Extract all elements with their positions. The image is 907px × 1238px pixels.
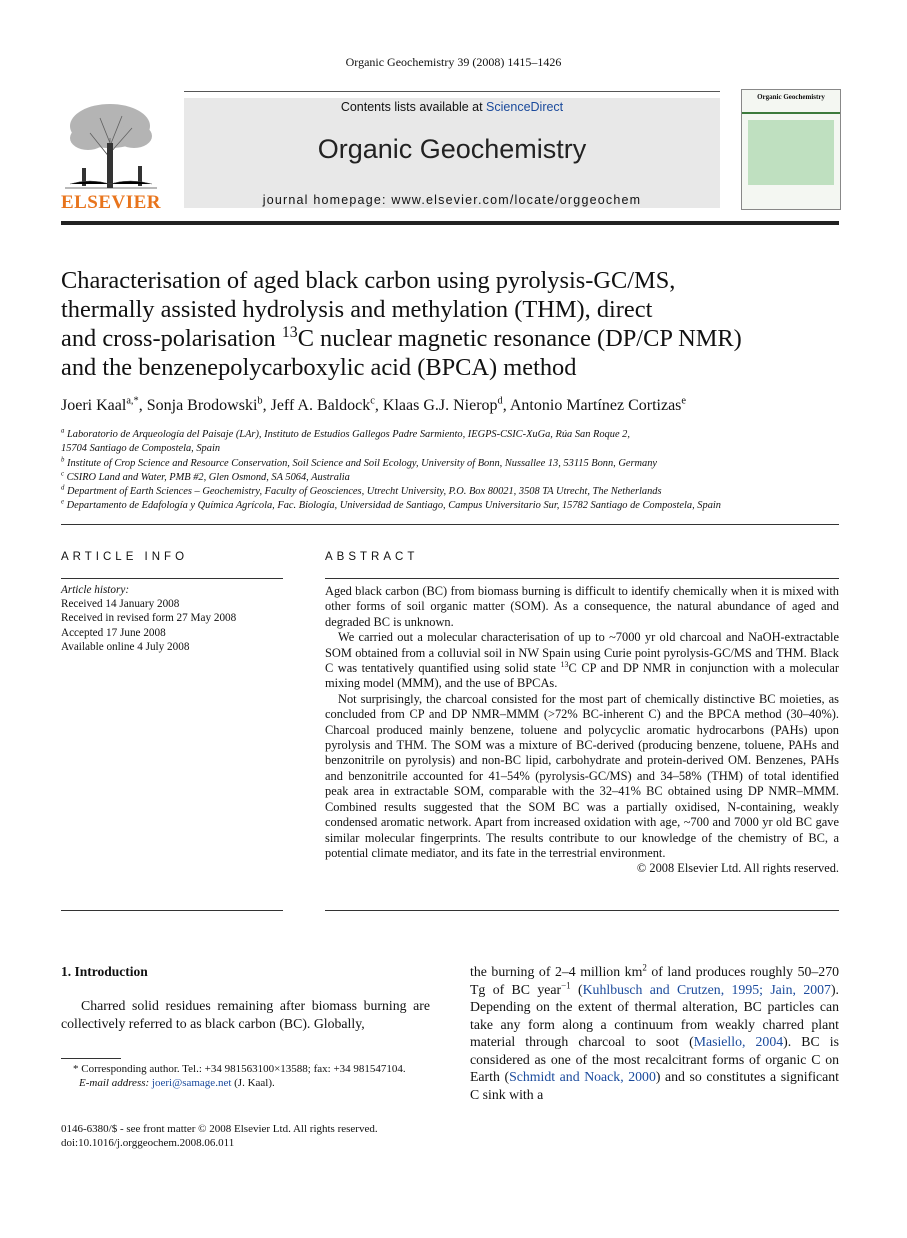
abstract-body xyxy=(325,584,839,877)
header-top-rule xyxy=(184,91,720,92)
section-heading-introduction: 1. Introduction xyxy=(61,964,148,979)
affiliation-b xyxy=(61,457,851,471)
title-sup: 13 xyxy=(281,323,298,341)
body-text: ). Depending on the extent of thermal alteration, BC particles can take any form along a continuum from weakly charred plant material through charcoal to soot ( xyxy=(470,981,839,1049)
abstract-text: We carried out a molecular characterisation of up to ~7000 yr old charcoal and NaOH-extractable SOM obtained from a colluvial soil in NW Spain using Curie point pyrolysis-GC/MS and THM. Black C was tentatively quantified using solid state xyxy=(325,630,839,676)
intro-paragraph-col1: Charred solid residues remaining after biomass burning are collectively referred to as black carbon (BC). Globally, xyxy=(61,998,430,1031)
author-separator: , xyxy=(138,397,147,414)
body-text: ( xyxy=(570,981,583,997)
cover-panel xyxy=(748,120,834,185)
abstract-heading: ABSTRACT xyxy=(325,551,419,563)
body-text: ) and so constitutes a significant C sink with a xyxy=(470,1069,840,1102)
author-list xyxy=(61,397,851,415)
contents-available-line xyxy=(184,100,720,114)
footnote-text: (J. Kaal). xyxy=(231,1077,275,1089)
affil-mark: d xyxy=(61,484,65,492)
article-history xyxy=(61,583,283,654)
history-online: Available online 4 July 2008 xyxy=(61,640,190,653)
doi-line[interactable]: doi:10.1016/j.orggeochem.2008.06.011 xyxy=(61,1137,235,1149)
affiliation-a xyxy=(61,428,851,456)
affil-mark: c xyxy=(61,470,64,478)
title-line-2: thermally assisted hydrolysis and methylation (THM), direct xyxy=(61,296,653,323)
sciencedirect-link[interactable]: ScienceDirect xyxy=(486,100,564,114)
affiliation-c xyxy=(61,471,851,485)
affil-mark: b xyxy=(61,456,65,464)
intro-paragraph-col2 xyxy=(470,963,839,1103)
author-affil-mark: b xyxy=(257,395,263,407)
journal-homepage[interactable]: journal homepage: www.elsevier.com/locate/orggeochem xyxy=(262,193,642,207)
body-text: of land produces roughly 50–270 Tg of BC year xyxy=(470,964,840,997)
affiliation-e xyxy=(61,499,851,513)
footer-metadata xyxy=(61,1122,430,1150)
title-line-3-post: C nuclear magnetic resonance (DP/CP NMR) xyxy=(297,325,742,352)
email-link[interactable]: joeri@samage.net xyxy=(151,1077,232,1089)
history-label: Article history: xyxy=(61,584,130,596)
header-rule xyxy=(61,221,839,225)
author-name[interactable]: Jeff A. Baldock xyxy=(270,397,371,414)
corresponding-author-footnote xyxy=(61,1062,430,1090)
article-info-bottom-rule xyxy=(61,910,283,911)
issn-line: 0146-6380/$ - see front matter © 2008 Elsevier Ltd. All rights reserved. xyxy=(61,1123,378,1135)
affil-text: Departamento de Edafología y Química Agrícola, Fac. Biología, Universidad de Santiago, Campus Universitario Sur, 15782 Santiago de Compostela, Spain xyxy=(66,500,721,511)
body-text: the burning of 2–4 million km xyxy=(470,964,643,979)
affiliation-rule xyxy=(61,524,839,525)
citation-link[interactable]: Kuhlbusch and Crutzen, 1995; Jain, 2007 xyxy=(582,981,831,997)
title-line-3-pre: and cross-polarisation xyxy=(61,325,282,352)
citation-link[interactable]: Schmidt and Noack, 2000 xyxy=(509,1069,656,1084)
author-name[interactable]: Antonio Martínez Cortizas xyxy=(509,397,682,414)
footnote-rule xyxy=(61,1058,121,1059)
author-name[interactable]: Sonja Brodowski xyxy=(146,397,258,414)
article-info-heading: ARTICLE INFO xyxy=(61,551,189,563)
affil-mark: a xyxy=(61,427,65,435)
journal-cover-thumbnail xyxy=(741,89,841,210)
author-affil-mark: e xyxy=(681,395,687,407)
title-line-1: Characterisation of aged black carbon using pyrolysis-GC/MS, xyxy=(61,267,676,294)
article-info-rule xyxy=(61,578,283,579)
cover-title: Organic Geochemistry xyxy=(757,93,825,101)
footnote-star: * xyxy=(73,1063,79,1075)
affil-text: CSIRO Land and Water, PMB #2, Glen Osmond, SA 5064, Australia xyxy=(66,472,350,483)
affiliation-d xyxy=(61,485,851,499)
cover-bar xyxy=(742,112,840,114)
body-sup: 2 xyxy=(642,962,647,973)
affil-text: Institute of Crop Science and Resource Conservation, Soil Science and Soil Ecology, University of Bonn, Nussallee 13, 53115 Bonn, Germany xyxy=(66,458,658,469)
abstract-paragraph: Aged black carbon (BC) from biomass burning is difficult to identify chemically when it is mixed with other forms of soil organic matter (SOM). As a consequence, the natural abundance of aged and degraded BC is unknown. xyxy=(325,584,839,629)
author-affil-mark: c xyxy=(370,395,375,407)
footnote-text: Corresponding author. Tel.: +34 981563100×13588; fax: +34 981547104. xyxy=(78,1063,406,1075)
body-sup: −1 xyxy=(561,979,571,990)
history-received: Received 14 January 2008 xyxy=(61,598,180,611)
history-accepted: Accepted 17 June 2008 xyxy=(61,626,166,639)
abstract-paragraph: Not surprisingly, the charcoal consisted for the most part of chemically distinctive BC moieties, as concluded from CP and DP NMR–MMM (>72% BC-inherent C) and the BPCA method (30–40%). Charcoal produced mainly benzene, toluene and polycyclic aromatic hydrocarbons (PAHs) upon pyrolysis and THM. The SOM was a mixture of BC-derived (producing benzene, toluene, PAHs and benzonitrile on pyrolysis) and non-BC lipid, carbohydrate and protein-derived OM. Benzenes, PAHs and benzonitrile accounted for 41–54% (pyrolysis-GC/MS) and 34–58% (THM) of total identified peak area in extractable SOM, comparable with the 32–41% BC obtained using DP NMR–MMM. Combined results suggested that the SOM BC was a partially oxidised, N-containing, weakly condensed aromatic network. Apart from increased oxidation with age, ~700 and 7000 yr old BC gave similar molecular fingerprints. The results contribute to our knowledge of the chemistry of BC, a potential climate mediator, and its fate in the terrestrial environment. xyxy=(325,691,839,860)
history-revised: Received in revised form 27 May 2008 xyxy=(61,612,237,625)
abstract-paragraph xyxy=(325,630,839,692)
author-name[interactable]: Joeri Kaal xyxy=(61,397,127,414)
abstract-bottom-rule xyxy=(325,910,839,911)
journal-reference: Organic Geochemistry 39 (2008) 1415–1426 xyxy=(345,55,562,69)
abstract-text: C CP and DP NMR in conjunction with a molecular mixing model (MMM), and the use of BPCAs. xyxy=(325,661,839,691)
author-affil-mark: d xyxy=(497,395,503,407)
abstract-rule xyxy=(325,578,839,579)
copyright-notice: © 2008 Elsevier Ltd. All rights reserved. xyxy=(636,861,839,876)
elsevier-wordmark: ELSEVIER xyxy=(60,192,162,213)
body-text: ). BC is considered as one of the most recalcitrant forms of organic C on Earth ( xyxy=(470,1034,839,1084)
email-label: E-mail address: xyxy=(79,1077,152,1089)
article-title xyxy=(61,266,851,382)
title-line-3 xyxy=(61,324,851,353)
title-line-4: and the benzenepolycarboxylic acid (BPCA) method xyxy=(61,354,577,381)
abstract-sup: 13 xyxy=(560,659,569,669)
author-separator: , xyxy=(262,397,271,414)
affil-mark: e xyxy=(61,498,64,506)
author-affil-mark: a,* xyxy=(126,395,139,407)
contents-prefix: Contents lists available at xyxy=(340,100,487,114)
author-separator: , xyxy=(502,397,510,414)
author-name[interactable]: Klaas G.J. Nierop xyxy=(382,397,498,414)
affil-text: 15704 Santiago de Compostela, Spain xyxy=(61,443,221,454)
affil-text: Laboratorio de Arqueología del Paisaje (LAr), Instituto de Estudios Gallegos Padre Sarmiento, IEGPS-CSIC-XuGa, Rúa San Roque 2, xyxy=(66,429,630,440)
citation-link[interactable]: Masiello, 2004 xyxy=(693,1034,784,1049)
author-separator: , xyxy=(374,397,383,414)
journal-name: Organic Geochemistry xyxy=(317,134,587,164)
affil-text: Department of Earth Sciences – Geochemistry, Faculty of Geosciences, Utrecht University, P.O. Box 80021, 3508 TA Utrecht, The Netherlands xyxy=(66,486,662,497)
